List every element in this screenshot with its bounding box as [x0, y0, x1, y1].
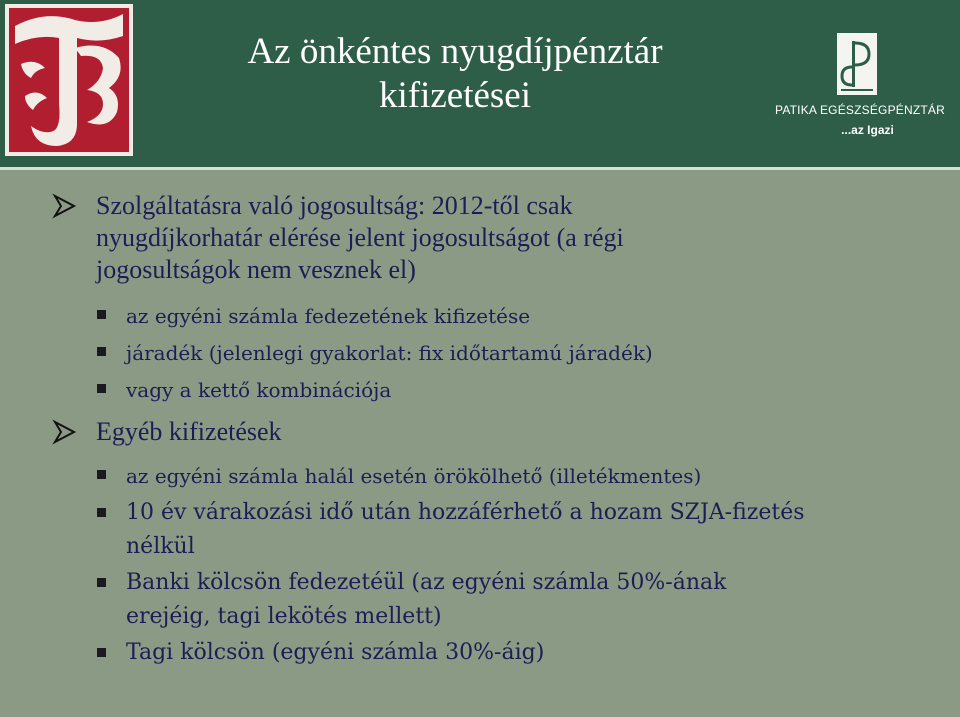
sub-bullet-text: Tagi kölcsön (egyéni számla 30%-áig)	[126, 640, 545, 665]
square-bullet-icon	[97, 384, 106, 393]
sub-bullet-text-line: erejéig, tagi lekötés mellett)	[126, 604, 442, 629]
sub-bullet-text: járadék (jelenlegi gyakorlat: fix időtartamú járadék)	[126, 341, 653, 365]
square-bullet-icon	[97, 508, 106, 517]
sub-bullet-text	[126, 566, 886, 634]
square-bullet-icon	[97, 470, 106, 479]
title-line-2: kifizetései	[378, 75, 532, 116]
square-bullet-icon	[97, 347, 106, 356]
slide-title	[150, 30, 760, 118]
slide-header	[0, 0, 960, 170]
square-bullet-icon	[97, 310, 106, 319]
bullet-text-line: Szolgáltatásra való jogosultság: 2012-től csak	[96, 191, 573, 220]
patika-logo-name: PATIKA EGÉSZSÉGPÉNZTÁR	[775, 103, 945, 117]
sub-bullet-text: az egyéni számla fedezetének kifizetése	[126, 304, 531, 328]
title-line-1: Az önkéntes nyugdíjpénztár	[247, 31, 663, 72]
patika-logo-slogan: ...az Igazi	[841, 123, 894, 137]
t-monogram-logo	[5, 4, 133, 156]
sub-bullet-text: vagy a kettő kombinációja	[126, 378, 392, 402]
sub-bullet-text	[126, 496, 886, 564]
arrow-bullet-icon	[52, 193, 78, 219]
pd-monogram-icon	[837, 33, 877, 95]
sub-bullet-text-line: 10 év várakozási idő után hozzáférhető a hozam SZJA-fizetés	[126, 500, 805, 525]
t-monogram-icon	[5, 4, 133, 156]
bullet-text	[96, 190, 876, 286]
sub-bullet-text-line: Banki kölcsön fedezetéül (az egyéni számla 50%-ának	[126, 570, 727, 595]
bullet-text	[96, 416, 876, 448]
square-bullet-icon	[97, 648, 106, 657]
square-bullet-icon	[97, 578, 106, 587]
patika-logo	[775, 30, 945, 140]
sub-bullet-text-line: nélkül	[126, 534, 195, 559]
arrow-bullet-icon	[52, 419, 78, 445]
sub-bullet-text: az egyéni számla halál esetén örökölhető (illetékmentes)	[126, 464, 702, 488]
bullet-text-line: Egyéb kifizetések	[96, 417, 282, 446]
bullet-text-line: jogosultságok nem vesznek el)	[96, 255, 416, 284]
bullet-text-line: nyugdíjkorhatár elérése jelent jogosultságot (a régi	[96, 223, 624, 252]
